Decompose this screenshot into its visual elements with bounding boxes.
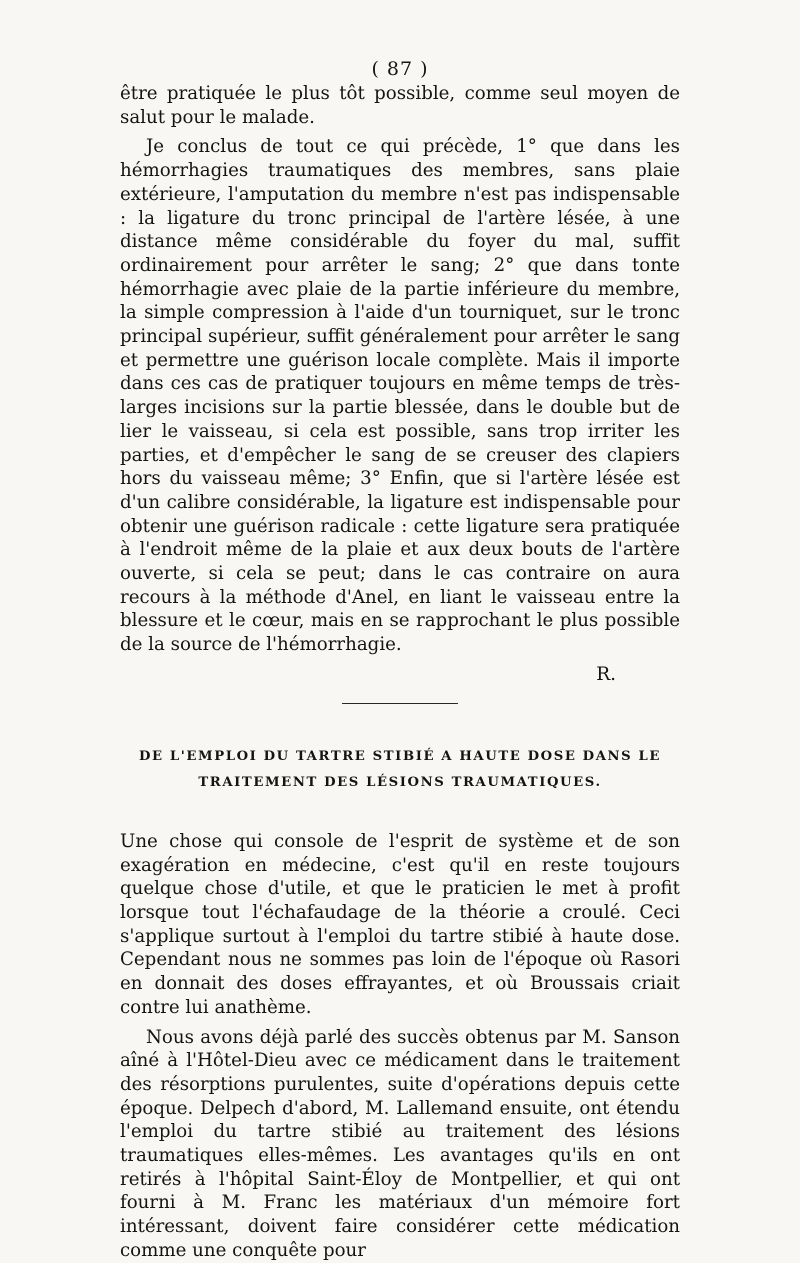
section-heading [120, 744, 680, 796]
book-page [120, 58, 680, 1263]
article-paragraph-2: Nous avons déjà parlé des succès obtenus par M. Sanson aîné à l'Hôtel-Dieu avec ce médicament dans le traitement des résorptions purulentes, suite d'opérations depuis cette époque. Delpech d'abord, M. Lallemand ensuite, ont étendu l'emploi du tartre stibié au traitement des lésions traumatiques elles-mêmes. Les avantages qu'ils en ont retirés à l'hôpital Saint-Éloy de Montpellier, et qui ont fourni à M. Franc les matériaux d'un mémoire fort intéressant, doivent faire considérer cette médication comme une conquête pour [120, 1026, 680, 1261]
author-signature: R. [596, 663, 616, 685]
page-number: ( 87 ) [371, 58, 429, 80]
section-heading-line-1: DE L'EMPLOI DU TARTRE STIBIÉ A HAUTE DOSE DANS LE [138, 748, 662, 764]
conclusion-paragraph: Je conclus de tout ce qui précède, 1° que dans les hémorrhagies traumatiques des membres, sans plaie extérieure, l'amputation du membre n'est pas indispensable : la ligature du tronc principal de l'artère lésée, à une distance même considérable du foyer du mal, suffit ordinairement pour arrêter le sang; 2° que dans tonte hémorrhagie avec plaie de la partie inférieure du membre, la simple compression à l'aide d'un tourniquet, sur le tronc principal supérieur, suffit généralement pour arrêter le sang et permettre une guérison locale complète. Mais il importe dans ces cas de pratiquer toujours en même temps de très-larges incisions sur la partie blessée, dans le double but de lier le vaisseau, si cela est possible, sans trop irriter les parties, et d'empêcher le sang de se creuser des clapiers hors du vaisseau même; 3° Enfin, que si l'artère lésée est d'un calibre considérable, la ligature est indispensable pour obtenir une guérison radicale : cette ligature sera pratiquée à l'endroit même de la plaie et aux deux bouts de l'artère ouverte, si cela se peut; dans le cas contraire on aura recours à la méthode d'Anel, en liant le vaisseau entre la blessure et le cœur, mais en se rapprochant le plus possible de la source de l'hémorrhagie. [120, 136, 680, 656]
section-divider [342, 703, 458, 704]
continuation-paragraph: être pratiquée le plus tôt possible, comme seul moyen de salut pour le malade. [120, 83, 680, 128]
article-body [120, 830, 680, 1263]
article-paragraph-1: Une chose qui console de l'esprit de système et de son exagération en médecine, c'est qu'il en reste toujours quelque chose d'utile, et que le praticien le met à profit lorsque tout l'échafaudage de la théorie a croulé. Ceci s'applique surtout à l'emploi du tartre stibié à haute dose. Cependant nous ne sommes pas loin de l'époque où Rasori en donnait des doses effrayantes, et où Broussais criait contre lui anathème. [120, 830, 680, 1018]
section-heading-line-2: TRAITEMENT DES LÉSIONS TRAUMATIQUES. [198, 774, 602, 790]
